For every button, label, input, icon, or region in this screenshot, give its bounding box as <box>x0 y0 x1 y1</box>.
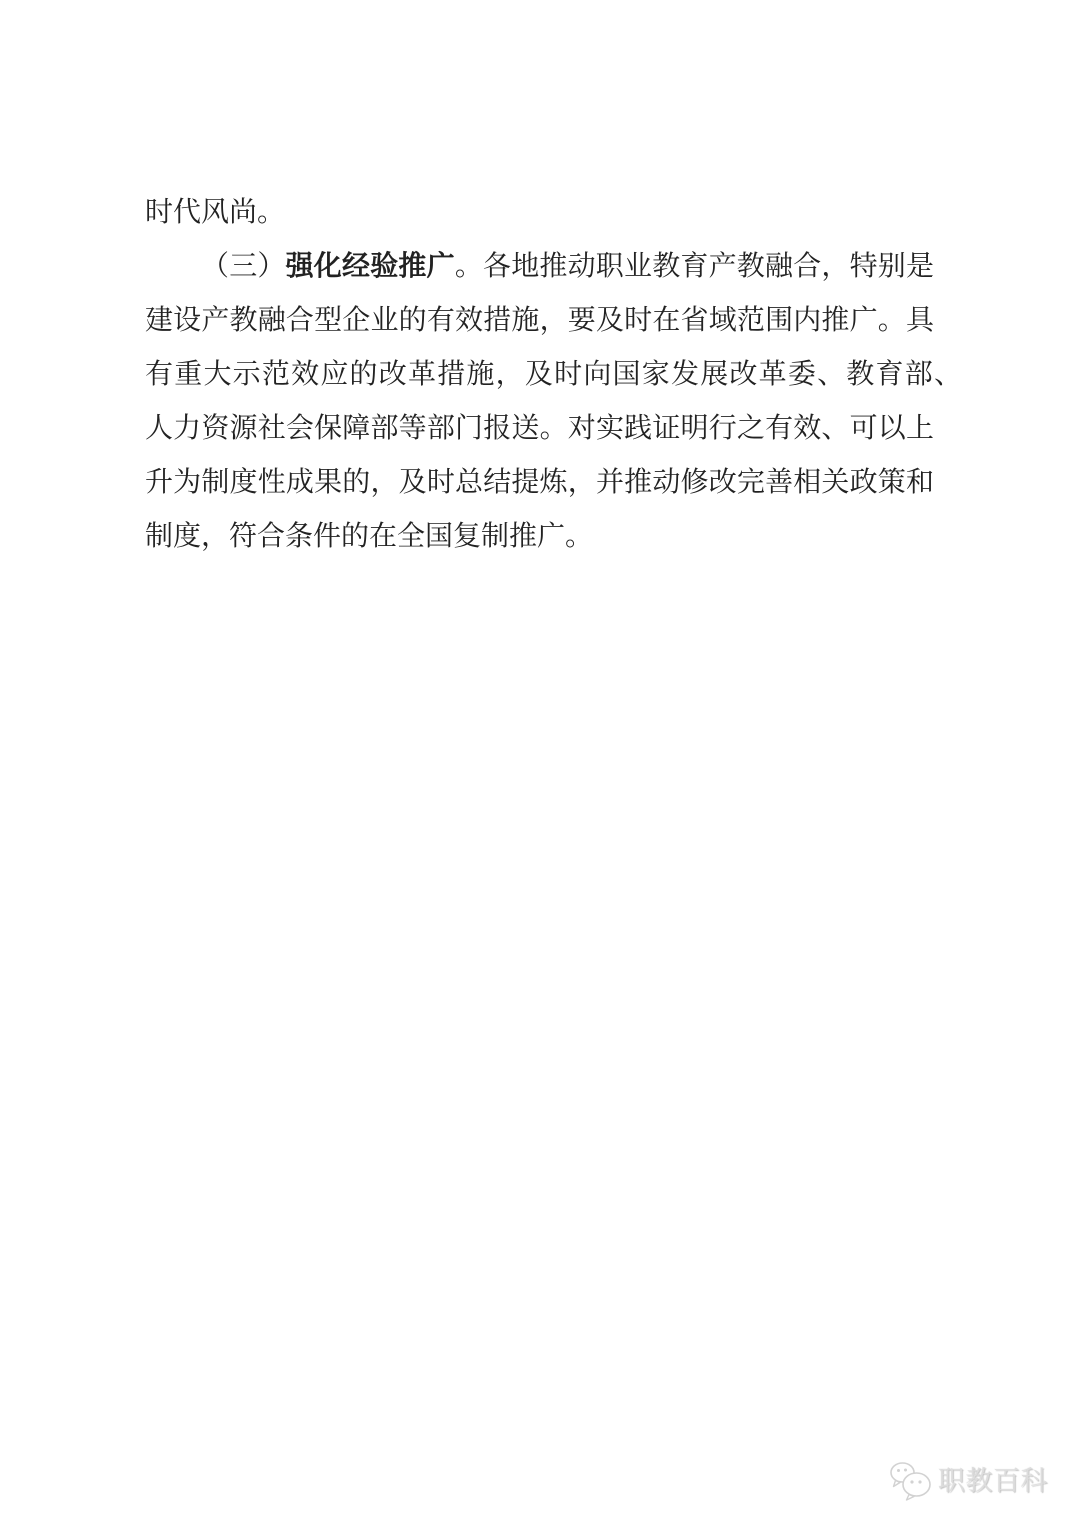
body-line: 建设产教融合型企业的有效措施，要及时在省域范围内推广。具 <box>145 305 934 336</box>
section-number: （三） <box>201 251 286 282</box>
body-line <box>145 348 962 402</box>
hanging-punctuation: 、 <box>933 359 962 390</box>
section-heading-line <box>145 240 934 294</box>
document-text-block <box>145 186 962 564</box>
wechat-watermark <box>889 1461 1048 1501</box>
section-heading: 强化经验推广 <box>285 251 455 282</box>
body-line: 人力资源社会保障部等部门报送。对实践证明行之有效、可以上 <box>145 413 934 444</box>
body-line: 升为制度性成果的，及时总结提炼，并推动修改完善相关政策和 <box>145 467 934 498</box>
body-line-text: 有重大示范效应的改革措施，及时向国家发展改革委、教育部 <box>145 359 934 390</box>
section-body-start: 。各地推动职业教育产教融合，特别是 <box>454 251 934 282</box>
watermark-label: 职教百科 <box>938 1466 1048 1496</box>
paragraph-tail-line: 时代风尚。 <box>145 197 286 228</box>
paragraph-last-line: 制度，符合条件的在全国复制推广。 <box>145 521 594 552</box>
wechat-icon <box>889 1461 931 1501</box>
